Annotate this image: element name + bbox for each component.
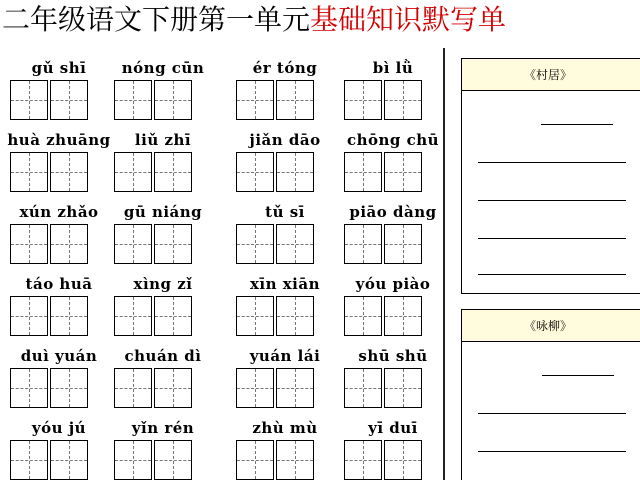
pinyin-label: gǔ shī — [31, 59, 87, 77]
pinyin-label: gū niáng — [123, 203, 203, 221]
character-box[interactable] — [236, 296, 274, 336]
poem-panel-cunju — [461, 58, 640, 294]
character-box[interactable] — [276, 224, 314, 264]
character-box[interactable] — [50, 152, 88, 192]
character-box[interactable] — [154, 368, 192, 408]
pinyin-label: yóu jú — [31, 419, 87, 437]
title-worksheet-name: 基础知识默写单 — [310, 3, 507, 36]
answer-line[interactable] — [478, 162, 626, 163]
tianzige-boxes — [236, 80, 334, 120]
character-box[interactable] — [344, 440, 382, 480]
pinyin-label: táo huā — [25, 275, 93, 293]
character-box[interactable] — [236, 80, 274, 120]
answer-line[interactable] — [542, 375, 614, 376]
character-box[interactable] — [236, 152, 274, 192]
character-box[interactable] — [10, 296, 48, 336]
tianzige-boxes — [114, 224, 212, 264]
character-box[interactable] — [276, 80, 314, 120]
pinyin-label: jiǎn dāo — [249, 131, 321, 149]
tianzige-boxes — [114, 368, 212, 408]
answer-line[interactable] — [478, 413, 626, 414]
tianzige-boxes — [236, 368, 334, 408]
character-box[interactable] — [114, 224, 152, 264]
character-box[interactable] — [114, 152, 152, 192]
character-box[interactable] — [276, 368, 314, 408]
tianzige-boxes — [10, 440, 108, 480]
character-box[interactable] — [154, 224, 192, 264]
pinyin-label: zhù mù — [252, 419, 318, 437]
pinyin-label: yī duī — [368, 419, 418, 437]
character-box[interactable] — [50, 440, 88, 480]
tianzige-boxes — [344, 368, 442, 408]
pinyin-label: tǔ sī — [265, 203, 305, 221]
tianzige-boxes — [114, 440, 212, 480]
pinyin-label: bì lǜ — [372, 59, 414, 77]
pinyin-label: nóng cūn — [121, 59, 205, 77]
character-box[interactable] — [154, 80, 192, 120]
character-box[interactable] — [344, 224, 382, 264]
tianzige-boxes — [236, 296, 334, 336]
character-box[interactable] — [50, 368, 88, 408]
tianzige-boxes — [114, 80, 212, 120]
pinyin-label: shū shū — [358, 347, 428, 365]
pinyin-label: duì yuán — [20, 347, 98, 365]
character-box[interactable] — [114, 440, 152, 480]
tianzige-boxes — [344, 296, 442, 336]
character-box[interactable] — [384, 152, 422, 192]
character-box[interactable] — [154, 296, 192, 336]
character-box[interactable] — [276, 440, 314, 480]
character-box[interactable] — [114, 368, 152, 408]
page-title — [0, 0, 640, 40]
character-box[interactable] — [114, 80, 152, 120]
pinyin-label: xún zhǎo — [19, 203, 99, 221]
answer-line[interactable] — [541, 124, 613, 125]
character-box[interactable] — [50, 296, 88, 336]
tianzige-boxes — [10, 224, 108, 264]
poem-title-cunju: 《村居》 — [462, 59, 640, 91]
character-box[interactable] — [50, 80, 88, 120]
tianzige-boxes — [344, 440, 442, 480]
poem-panel-yongliu — [461, 309, 640, 480]
tianzige-boxes — [114, 296, 212, 336]
character-box[interactable] — [276, 152, 314, 192]
tianzige-boxes — [236, 152, 334, 192]
pinyin-label: xìng zǐ — [133, 275, 193, 293]
character-box[interactable] — [10, 152, 48, 192]
character-box[interactable] — [344, 296, 382, 336]
character-box[interactable] — [10, 224, 48, 264]
poem-title-yongliu: 《咏柳》 — [462, 310, 640, 342]
character-box[interactable] — [344, 80, 382, 120]
tianzige-boxes — [10, 368, 108, 408]
answer-line[interactable] — [478, 238, 626, 239]
title-grade-unit: 二年级语文下册第一单元 — [2, 3, 311, 36]
character-box[interactable] — [50, 224, 88, 264]
tianzige-boxes — [114, 152, 212, 192]
answer-line[interactable] — [478, 451, 626, 452]
character-box[interactable] — [236, 440, 274, 480]
character-box[interactable] — [344, 152, 382, 192]
character-box[interactable] — [384, 296, 422, 336]
character-box[interactable] — [154, 440, 192, 480]
character-box[interactable] — [384, 224, 422, 264]
character-box[interactable] — [236, 224, 274, 264]
character-box[interactable] — [154, 152, 192, 192]
character-box[interactable] — [384, 440, 422, 480]
tianzige-boxes — [10, 296, 108, 336]
character-box[interactable] — [10, 368, 48, 408]
pinyin-label: yǐn rén — [131, 419, 195, 437]
character-box[interactable] — [276, 296, 314, 336]
character-box[interactable] — [344, 368, 382, 408]
column-divider — [443, 48, 445, 480]
pinyin-label: xīn xiān — [249, 275, 321, 293]
character-box[interactable] — [10, 440, 48, 480]
tianzige-boxes — [344, 152, 442, 192]
answer-line[interactable] — [478, 274, 626, 275]
pinyin-label: chuán dì — [124, 347, 202, 365]
tianzige-boxes — [10, 152, 108, 192]
pinyin-label: yuán lái — [249, 347, 321, 365]
tianzige-boxes — [236, 440, 334, 480]
tianzige-boxes — [344, 224, 442, 264]
tianzige-boxes — [344, 80, 442, 120]
character-box[interactable] — [114, 296, 152, 336]
pinyin-label: huà zhuāng — [7, 131, 111, 149]
character-box[interactable] — [384, 80, 422, 120]
character-box[interactable] — [10, 80, 48, 120]
pinyin-label: chōng chū — [346, 131, 440, 149]
pinyin-label: ér tóng — [252, 59, 318, 77]
character-box[interactable] — [384, 368, 422, 408]
pinyin-label: piāo dàng — [349, 203, 437, 221]
pinyin-label: liǔ zhī — [134, 131, 192, 149]
answer-line[interactable] — [478, 200, 626, 201]
character-box[interactable] — [236, 368, 274, 408]
tianzige-boxes — [10, 80, 108, 120]
tianzige-boxes — [236, 224, 334, 264]
pinyin-label: yóu piào — [355, 275, 431, 293]
